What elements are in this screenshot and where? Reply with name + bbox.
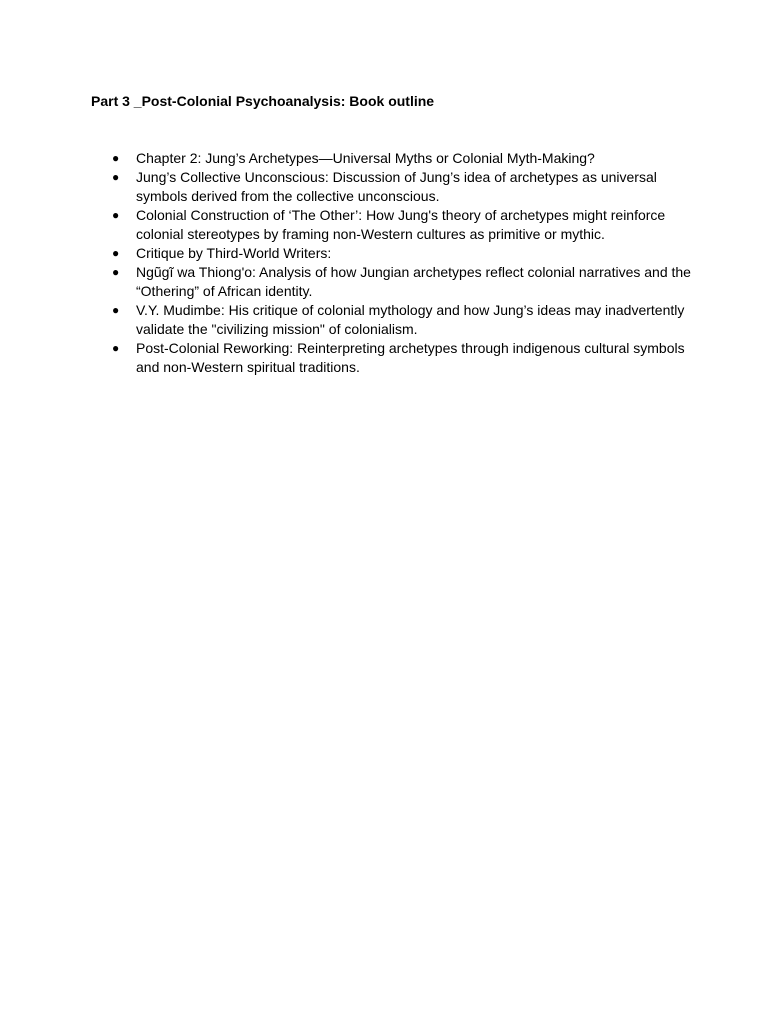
bullet-icon: ● bbox=[112, 341, 120, 355]
list-item-text: Critique by Third-World Writers: bbox=[136, 245, 332, 261]
list-item bbox=[91, 263, 691, 301]
bullet-icon: ● bbox=[112, 246, 120, 260]
list-item-text: Colonial Construction of ‘The Other’: How Jung's theory of archetypes might reinforce colonial stereotypes by framing non-Western cultures as primitive or mythic. bbox=[136, 207, 666, 242]
outline-list bbox=[91, 149, 691, 377]
list-item-text: Chapter 2: Jung’s Archetypes—Universal Myths or Colonial Myth-Making? bbox=[136, 150, 595, 166]
list-item bbox=[91, 206, 691, 244]
list-item bbox=[91, 149, 691, 168]
bullet-icon: ● bbox=[112, 170, 120, 184]
bullet-icon: ● bbox=[112, 265, 120, 279]
list-item-text: Jung’s Collective Unconscious: Discussion of Jung’s idea of archetypes as universal symbols derived from the collective unconscious. bbox=[136, 169, 657, 204]
document-title: Part 3 _Post-Colonial Psychoanalysis: Book outline bbox=[91, 93, 435, 109]
list-item bbox=[91, 168, 691, 206]
list-item bbox=[91, 244, 691, 263]
list-item-text: V.Y. Mudimbe: His critique of colonial mythology and how Jung’s ideas may inadvertently validate the "civilizing mission" of colonialism. bbox=[136, 302, 685, 337]
list-item-text: Post-Colonial Reworking: Reinterpreting archetypes through indigenous cultural symbols and non-Western spiritual traditions. bbox=[136, 340, 685, 375]
bullet-icon: ● bbox=[112, 303, 120, 317]
list-item-text: Ngũgĩ wa Thiong'o: Analysis of how Jungian archetypes reflect colonial narratives and the “Othering” of African identity. bbox=[136, 264, 691, 299]
bullet-icon: ● bbox=[112, 151, 120, 165]
list-item bbox=[91, 301, 691, 339]
list-item bbox=[91, 339, 691, 377]
bullet-icon: ● bbox=[112, 208, 120, 222]
